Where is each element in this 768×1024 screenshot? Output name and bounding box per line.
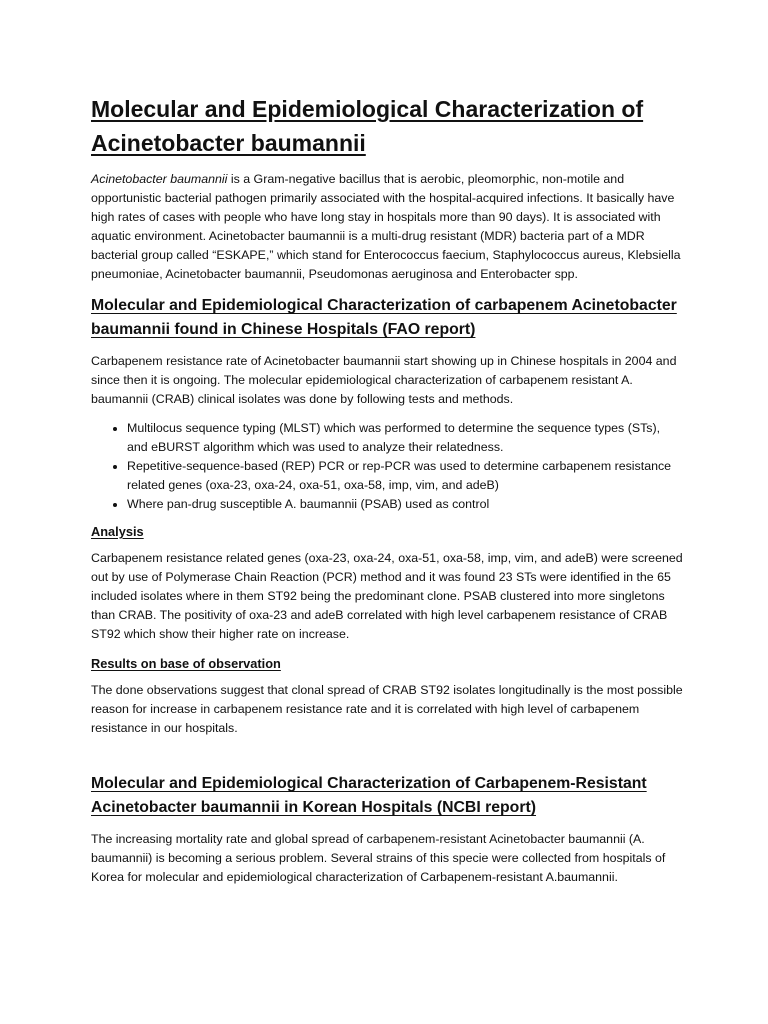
- results-heading: Results on base of observation: [91, 656, 281, 671]
- list-item: • Multilocus sequence typing (MLST) which was performed to determine the sequence types (STs), and eBURST algorithm which was used to analyze their relatedness.: [127, 419, 684, 457]
- intro-paragraph: [91, 170, 684, 284]
- list-item: • Where pan-drug susceptible A. baumannii (PSAB) used as control: [127, 495, 684, 514]
- section-spacer: [91, 748, 684, 766]
- results-paragraph: The done observations suggest that clonal spread of CRAB ST92 isolates longitudinally is the most possible reason for increase in carbapenem resistance rate and it is correlated with high level of carbapenem resistance in our hospitals.: [91, 683, 683, 735]
- intro-text: is a Gram-negative bacillus that is aerobic, pleomorphic, non-motile and opportunistic bacterial pathogen primarily associated with the hospital-acquired infections. It basically have high rates of cases with people who have long stay in hospitals more than 90 days). It is associated with aquatic environment. Acinetobacter baumannii is a multi-drug resistant (MDR) bacteria part of a MDR bacterial group called “ESKAPE,” which stand for Enterococcus faecium, Staphylococcus aureus, Klebsiella pneumoniae, Acinetobacter baumannii, Pseudomonas aeruginosa and Enterobacter spp.: [91, 172, 681, 281]
- section1-heading: Molecular and Epidemiological Characterization of carbapenem Acinetobacter baumannii found in Chinese Hospitals (FAO report): [91, 297, 677, 338]
- section2-heading: Molecular and Epidemiological Characterization of Carbapenem-Resistant Acinetobacter baumannii in Korean Hospitals (NCBI report): [91, 775, 647, 816]
- section1-paragraph: Carbapenem resistance rate of Acinetobacter baumannii start showing up in Chinese hospitals in 2004 and since then it is ongoing. The molecular epidemiological characterization of carbapenem resistant A. baumannii (CRAB) clinical isolates was done by following tests and methods.: [91, 354, 677, 406]
- analysis-paragraph: Carbapenem resistance related genes (oxa-23, oxa-24, oxa-51, oxa-58, imp, vim, and adeB) were screened out by use of Polymerase Chain Reaction (PCR) method and it was found 23 STs were identified in the 65 included isolates where in them ST92 being the predominant clone. PSAB clustered into more singletons than CRAB. The positivity of oxa-23 and adeB correlated with high level carbapenem resistance of CRAB ST92 which show their higher rate on increase.: [91, 551, 683, 641]
- section2-paragraph: The increasing mortality rate and global spread of carbapenem-resistant Acinetobacter baumannii (A. baumannii) is becoming a serious problem. Several strains of this specie were collected from hospitals of Korea for molecular and epidemiological characterization of Carbapenem-resistant A.baumannii.: [91, 832, 666, 884]
- intro-species-name: Acinetobacter baumannii: [91, 172, 228, 186]
- page-title: Molecular and Epidemiological Characterization of Acinetobacter baumannii: [91, 96, 644, 156]
- list-item: • Repetitive-sequence-based (REP) PCR or rep-PCR was used to determine carbapenem resistance related genes (oxa-23, oxa-24, oxa-51, oxa-58, imp, vim, and adeB): [127, 457, 684, 495]
- methods-list: [91, 419, 684, 514]
- analysis-heading: Analysis: [91, 524, 144, 539]
